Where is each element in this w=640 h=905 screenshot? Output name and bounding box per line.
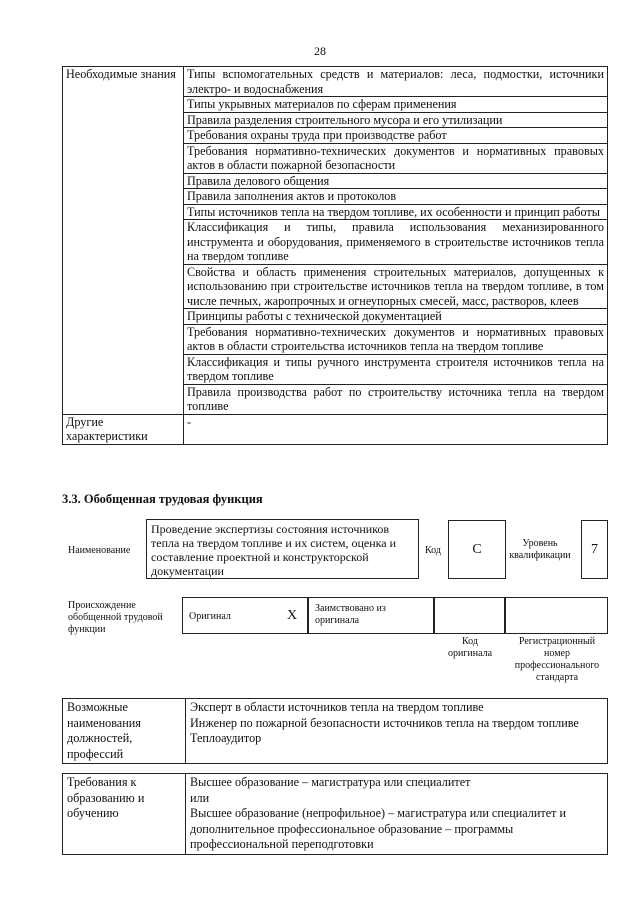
education-line: Высшее образование – магистратура или специалитет [190, 775, 471, 789]
position-item: Эксперт в области источников тепла на твердом топливе [190, 700, 484, 714]
origin-label: Происхождение обобщенной трудовой функции [68, 600, 163, 635]
education-values [186, 774, 608, 855]
knowledge-item: Правила делового общения [184, 173, 608, 189]
knowledge-item: Классификация и типы, правила использования механизированного инструмента и оборудования, применяемого в строительстве источников тепла на твердом топливе [184, 220, 608, 265]
code-caption: Код оригинала [447, 636, 493, 659]
knowledge-item: Типы источников тепла на твердом топливе, их особенности и принцип работы [184, 204, 608, 220]
knowledge-item: Свойства и область применения строительных материалов, допущенных к использованию при строительстве источников тепла на твердом топливе, в том числе печных, жаропрочных и огнеупорных смесей, масс, растворов, клеев [184, 264, 608, 309]
original-label: Оригинал [189, 611, 231, 622]
borrowed-cell [308, 597, 434, 634]
original-cell [182, 597, 308, 634]
registration-number-cell [505, 597, 608, 634]
positions-label: Возможные наименования должностей, профессий [63, 699, 186, 764]
other-characteristics-value: - [184, 414, 608, 444]
education-line: или [190, 790, 210, 805]
section-title: 3.3. Обобщенная трудовая функция [62, 492, 263, 506]
knowledge-item: Требования нормативно-технических документов и нормативных правовых актов в области строительства источников тепла на твердом топливе [184, 324, 608, 354]
original-mark: X [287, 608, 298, 623]
positions-values [186, 699, 608, 764]
level-label: Уровень квалификации [509, 538, 571, 561]
knowledge-item: Типы укрывных материалов по сферам применения [184, 97, 608, 113]
knowledge-item: Правила разделения строительного мусора и его утилизации [184, 112, 608, 128]
function-name: Проведение экспертизы состояния источников тепла на твердом топливе и их систем, оценка и составление проектной и конструкторской документации [146, 519, 419, 579]
knowledge-item: Требования охраны труда при производстве работ [184, 128, 608, 144]
positions-table [62, 698, 608, 764]
knowledge-item: Принципы работы с технической документацией [184, 309, 608, 325]
knowledge-item: Типы вспомогательных средств и материалов: леса, подмостки, источники электро- и водоснабжения [184, 67, 608, 97]
knowledge-table [62, 66, 608, 445]
education-table [62, 773, 608, 855]
original-code-cell [434, 597, 505, 634]
knowledge-item: Требования нормативно-технических документов и нормативных правовых актов в области пожарной безопасности [184, 143, 608, 173]
code-label: Код [425, 545, 441, 556]
position-item: Инженер по пожарной безопасности источников тепла на твердом топливе [190, 715, 579, 730]
qualification-level: 7 [581, 520, 608, 579]
other-characteristics-label: Другие характеристики [63, 414, 184, 444]
name-label: Наименование [68, 545, 131, 556]
knowledge-item: Классификация и типы ручного инструмента строителя источников тепла на твердом топливе [184, 354, 608, 384]
education-line: Высшее образование (непрофильное) – магистратура или специалитет и дополнительное профессиональное образование – программы профессиональной переподготовки [190, 806, 567, 851]
knowledge-item: Правила производства работ по строительству источника тепла на твердом топливе [184, 384, 608, 414]
position-item: Теплоаудитор [190, 731, 262, 745]
function-code: C [448, 520, 506, 579]
registration-caption: Регистрационный номер профессионального стандарта [514, 636, 600, 683]
knowledge-item: Правила заполнения актов и протоколов [184, 189, 608, 205]
borrowed-label: Заимствовано из оригинала [315, 603, 386, 626]
education-label: Требования к образованию и обучению [63, 774, 186, 855]
page-number: 28 [314, 44, 326, 58]
knowledge-label: Необходимые знания [63, 67, 184, 415]
